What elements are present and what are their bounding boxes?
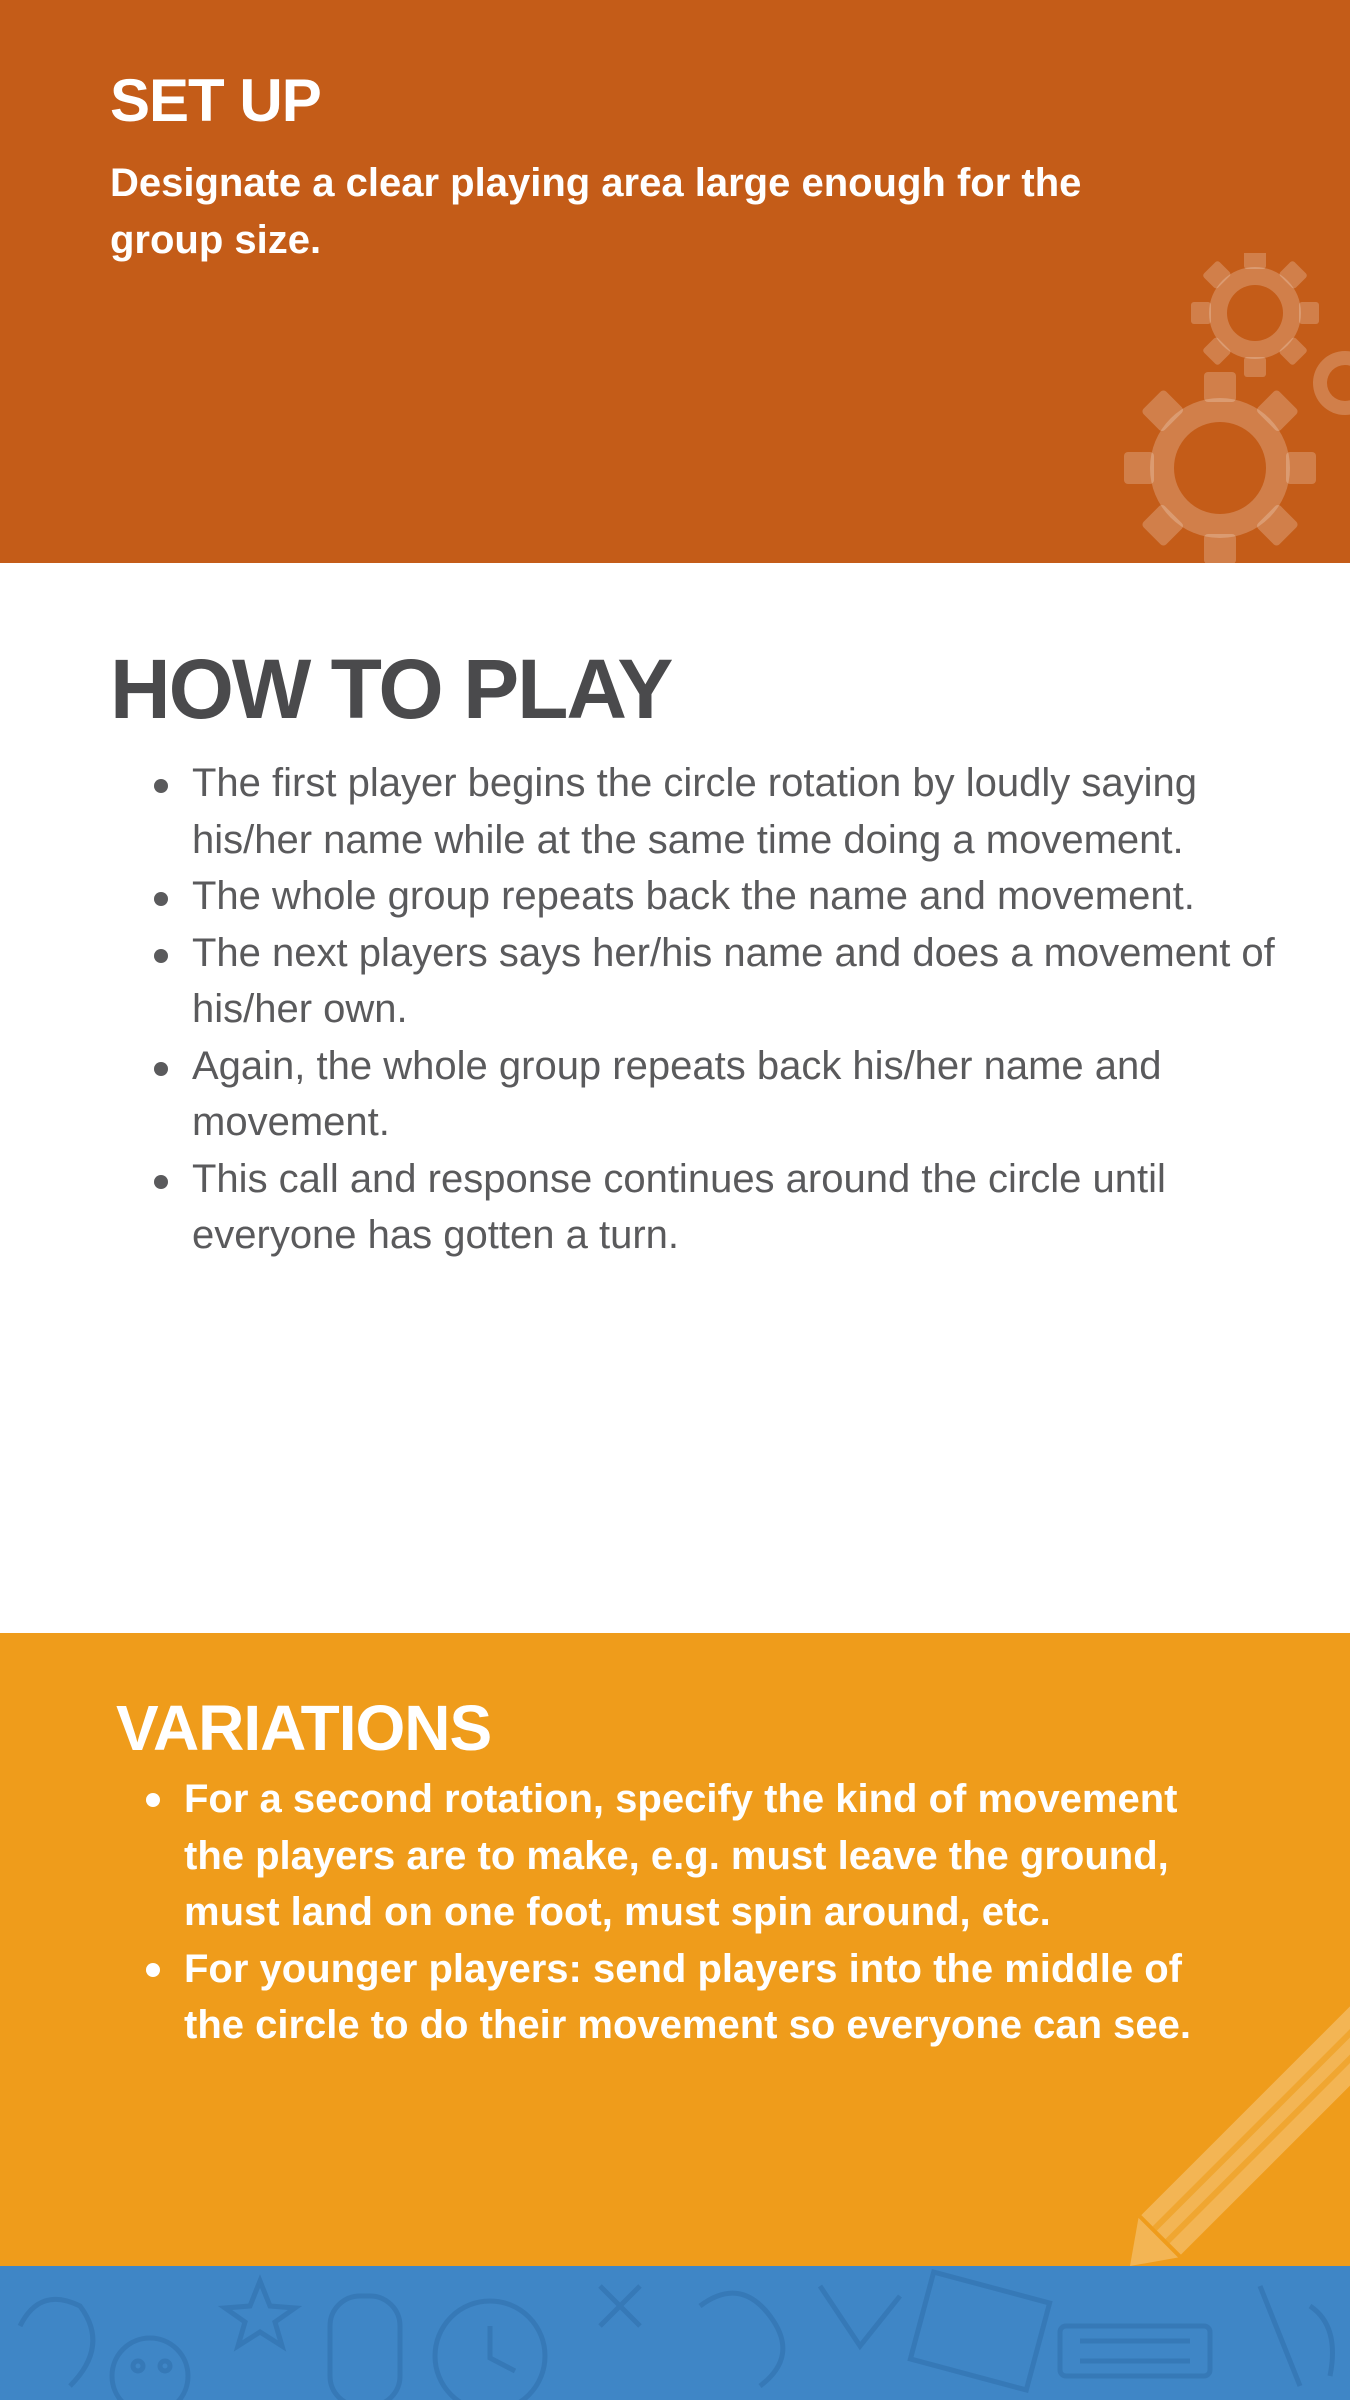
variations-section xyxy=(0,1633,1350,2266)
list-item: For younger players: send players into the middle of the circle to do their movement so everyone can see. xyxy=(184,1941,1224,2054)
setup-heading: SET UP xyxy=(110,67,321,134)
variations-list xyxy=(184,1771,1224,2054)
list-item: The next players says her/his name and does a movement of his/her own. xyxy=(192,925,1302,1038)
list-item: For a second rotation, specify the kind of movement the players are to make, e.g. must leave the ground, must land on one foot, must spin around, etc. xyxy=(184,1771,1224,1941)
variations-heading: VARIATIONS xyxy=(116,1692,492,1764)
school-doodles-pattern xyxy=(0,2266,1350,2400)
list-item: The first player begins the circle rotation by loudly saying his/her name while at the same time doing a movement. xyxy=(192,755,1302,868)
footer-band xyxy=(0,2266,1350,2400)
how-to-play-list xyxy=(192,755,1302,1264)
list-item: This call and response continues around the circle until everyone has gotten a turn. xyxy=(192,1151,1302,1264)
setup-body: Designate a clear playing area large enough for the group size. xyxy=(110,161,1082,262)
list-item: Again, the whole group repeats back his/her name and movement. xyxy=(192,1038,1302,1151)
setup-section xyxy=(0,0,1350,563)
list-item: The whole group repeats back the name and movement. xyxy=(192,868,1302,925)
gears-icon xyxy=(1120,253,1350,563)
pencil-icon xyxy=(1130,1986,1350,2266)
how-to-play-section xyxy=(0,563,1350,1633)
how-to-play-heading: HOW TO PLAY xyxy=(110,642,672,736)
